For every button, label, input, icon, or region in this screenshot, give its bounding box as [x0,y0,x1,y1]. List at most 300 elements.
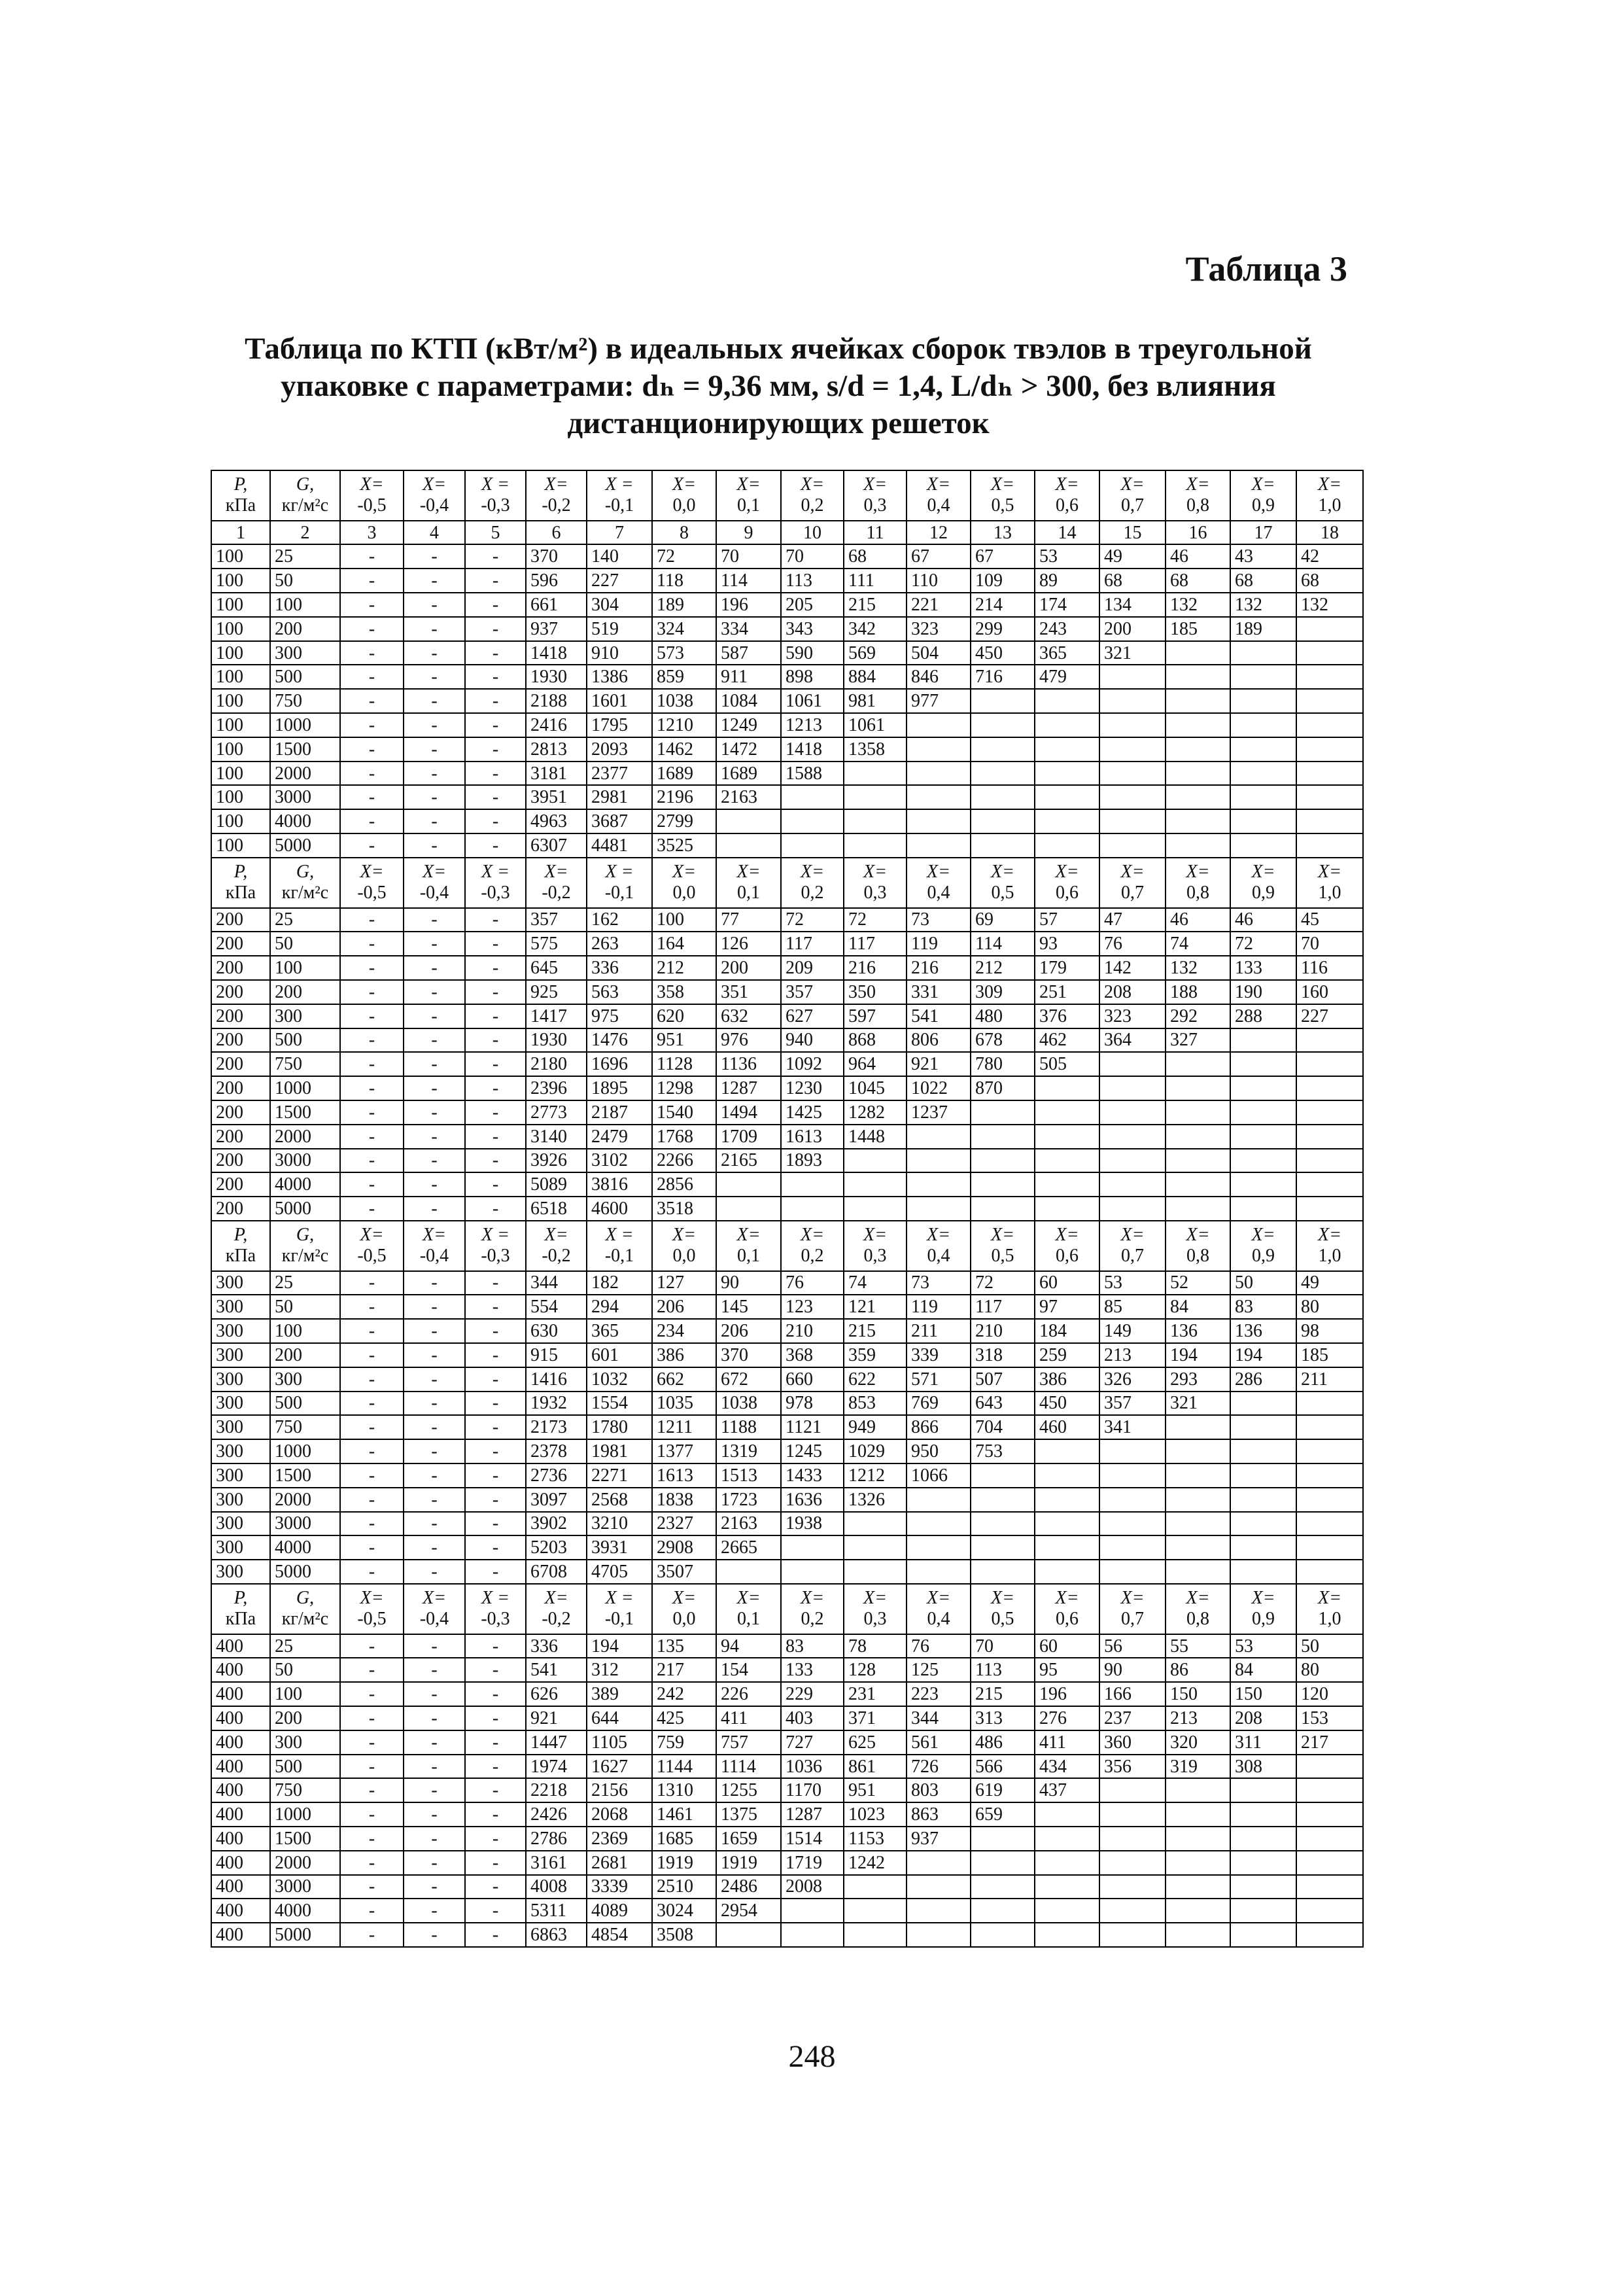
table-cell: 365 [587,1319,652,1343]
table-cell: 566 [971,1755,1035,1779]
table-cell [1296,1125,1363,1149]
table-cell: 846 [907,665,971,689]
table-cell: 356 [1099,1755,1166,1779]
table-row [211,1149,1363,1173]
table-cell: - [465,1706,526,1730]
table-cell: 868 [844,1028,907,1053]
table-cell: - [340,1052,404,1076]
table-cell: 208 [1099,980,1166,1004]
column-header-value: -0,2 [542,495,571,516]
column-header-value: кПа [225,1609,256,1630]
column-header [587,858,652,908]
table-cell: 72 [971,1271,1035,1295]
table-row [211,1076,1363,1100]
table-cell: 1659 [716,1827,781,1851]
table-cell: 507 [971,1367,1035,1392]
column-header [404,470,465,521]
table-cell [971,1899,1035,1923]
table-cell: - [404,1149,465,1173]
table-cell: - [404,737,465,762]
table-cell: 312 [587,1658,652,1682]
column-header-value: 0,1 [737,883,760,903]
column-header-name: X= [863,474,887,495]
table-cell: 2681 [587,1851,652,1875]
table-cell: 4705 [587,1560,652,1584]
column-header [465,1221,526,1271]
table-cell: 4600 [587,1197,652,1221]
table-cell: - [340,1415,404,1439]
table-cell: 2426 [526,1802,587,1827]
table-cell [1296,1512,1363,1536]
table-cell: 400 [211,1875,270,1899]
table-cell: 68 [1166,569,1230,593]
table-cell: - [340,1488,404,1512]
column-header-name: X= [1055,1588,1079,1609]
table-cell [1296,1028,1363,1053]
table-cell: - [340,908,404,932]
table-cell: 194 [1230,1343,1296,1367]
table-cell: 632 [716,1004,781,1028]
table-row [211,1100,1363,1125]
table-cell [907,833,971,858]
table-cell: 1696 [587,1052,652,1076]
table-cell: - [340,1100,404,1125]
table-cell: 3902 [526,1512,587,1536]
table-cell: 757 [716,1730,781,1755]
column-header-name: X= [672,474,696,495]
table-cell [1099,1125,1166,1149]
table-cell [907,737,971,762]
table-cell [1166,1415,1230,1439]
table-cell: - [404,1028,465,1053]
column-header-value: 0,0 [672,1246,696,1267]
table-cell [1099,1875,1166,1899]
table-cell: - [404,593,465,617]
table-cell: 3816 [587,1172,652,1197]
table-cell: 1627 [587,1755,652,1779]
table-cell: 541 [907,1004,971,1028]
table-cell [1035,1172,1099,1197]
table-cell: 1105 [587,1730,652,1755]
table-cell: 643 [971,1392,1035,1416]
table-cell: 78 [844,1634,907,1658]
column-header-value: 0,1 [737,495,760,516]
table-cell [1296,1439,1363,1463]
table-cell: - [340,809,404,833]
column-header [1099,470,1166,521]
table-cell: 371 [844,1706,907,1730]
table-cell: 359 [844,1343,907,1367]
table-cell: 216 [844,956,907,980]
column-header-name: X= [1318,1588,1341,1609]
table-cell [844,1875,907,1899]
table-row [211,1802,1363,1827]
table-cell [1166,1149,1230,1173]
column-number: 6 [526,521,587,545]
table-cell: 376 [1035,1004,1099,1028]
table-cell [1296,1172,1363,1197]
table-cell: 56 [1099,1634,1166,1658]
table-cell [971,833,1035,858]
table-cell: 196 [716,593,781,617]
column-header-name: X= [801,1588,824,1609]
table-cell [1099,809,1166,833]
table-cell [1099,1802,1166,1827]
table-cell: 150 [1230,1682,1296,1706]
table-row [211,1415,1363,1439]
column-header [211,1584,270,1634]
table-cell [907,1560,971,1584]
table-cell: 2856 [652,1172,716,1197]
table-cell: 672 [716,1367,781,1392]
table-cell [1296,1802,1363,1827]
table-cell: 113 [971,1658,1035,1682]
table-header-row [211,858,1363,908]
table-cell: 2736 [526,1463,587,1488]
table-cell: - [404,665,465,689]
table-cell: 425 [652,1706,716,1730]
table-cell: 500 [270,1028,340,1053]
table-cell: 25 [270,908,340,932]
column-header-name: X= [863,862,887,883]
column-header-value: -0,3 [481,1609,510,1630]
column-header [781,858,844,908]
table-cell: 3000 [270,1512,340,1536]
table-cell: - [340,689,404,713]
table-cell: 1213 [781,713,844,737]
table-cell [716,1172,781,1197]
table-cell: 46 [1230,908,1296,932]
column-header-value: 0,6 [1056,883,1079,903]
table-cell: - [404,641,465,665]
table-cell: 2954 [716,1899,781,1923]
table-cell: 206 [652,1295,716,1319]
table-cell: 182 [587,1271,652,1295]
table-cell: 505 [1035,1052,1099,1076]
table-cell: 2173 [526,1415,587,1439]
table-cell [1230,1172,1296,1197]
column-header-value: 0,4 [927,883,950,903]
table-cell [971,762,1035,786]
column-header [844,1584,907,1634]
table-cell: 2196 [652,785,716,809]
table-cell: - [340,1367,404,1392]
table-cell: 132 [1166,956,1230,980]
table-cell: - [340,1682,404,1706]
table-cell: 210 [971,1319,1035,1343]
column-header-name: X= [423,862,446,883]
column-header [211,1221,270,1271]
table-row [211,737,1363,762]
table-cell: 221 [907,593,971,617]
table-cell: - [340,1802,404,1827]
table-cell: 1066 [907,1463,971,1488]
table-cell [1296,1076,1363,1100]
table-cell: 1287 [716,1076,781,1100]
table-cell: 331 [907,980,971,1004]
column-header-value: -0,3 [481,1246,510,1267]
table-cell: 937 [907,1827,971,1851]
table-cell [716,1560,781,1584]
column-header-name: X= [1055,474,1079,495]
table-cell [1035,1923,1099,1947]
table-cell: - [465,1512,526,1536]
table-cell: 160 [1296,980,1363,1004]
table-cell [781,809,844,833]
table-cell [971,737,1035,762]
table-row [211,980,1363,1004]
table-cell [1099,713,1166,737]
table-cell [1099,833,1166,858]
table-cell: 234 [652,1319,716,1343]
table-cell [1296,641,1363,665]
table-cell: 60 [1035,1271,1099,1295]
table-row [211,1197,1363,1221]
table-cell [1230,689,1296,713]
table-row [211,956,1363,980]
table-cell: 358 [652,980,716,1004]
column-number: 13 [971,521,1035,545]
column-header-value: -0,5 [357,1609,387,1630]
table-cell: 300 [270,1004,340,1028]
column-header-value: -0,1 [604,883,634,903]
table-cell: - [465,1923,526,1947]
column-header-value: 0,1 [737,1609,760,1630]
table-cell [1035,713,1099,737]
column-header-value: -0,2 [542,1246,571,1267]
table-cell: 619 [971,1778,1035,1802]
table-row [211,1439,1363,1463]
table-cell [844,809,907,833]
column-header [587,470,652,521]
column-header-value: -0,1 [604,1246,634,1267]
column-number: 18 [1296,521,1363,545]
table-cell [1099,1827,1166,1851]
table-cell: - [340,1392,404,1416]
table-cell: 1689 [716,762,781,786]
table-cell: 2163 [716,785,781,809]
table-cell: - [465,1415,526,1439]
column-header [211,858,270,908]
table-cell: 119 [907,1295,971,1319]
table-cell: 644 [587,1706,652,1730]
table-cell: 1416 [526,1367,587,1392]
table-cell: 2093 [587,737,652,762]
column-header-value: 0,5 [991,883,1014,903]
column-header [340,470,404,521]
table-cell: - [340,1076,404,1100]
table-cell: 132 [1296,593,1363,617]
table-cell: 200 [270,617,340,641]
column-header-name: X = [481,1588,510,1609]
table-row [211,1658,1363,1682]
table-cell: 977 [907,689,971,713]
table-cell: 185 [1166,617,1230,641]
table-cell: 3951 [526,785,587,809]
table-cell: 208 [1230,1706,1296,1730]
table-cell: 1476 [587,1028,652,1053]
table-cell: 3097 [526,1488,587,1512]
table-cell: 1974 [526,1755,587,1779]
table-cell: 1375 [716,1802,781,1827]
column-header [404,858,465,908]
table-cell: 411 [1035,1730,1099,1755]
table-cell: 4008 [526,1875,587,1899]
table-cell: - [404,762,465,786]
table-cell: 286 [1230,1367,1296,1392]
table-cell: 300 [211,1439,270,1463]
table-cell: 73 [907,1271,971,1295]
table-cell [844,1535,907,1560]
table-cell: 100 [270,593,340,617]
table-cell: 100 [211,762,270,786]
table-cell: - [340,593,404,617]
table-cell: 1000 [270,1802,340,1827]
table-cell [1035,809,1099,833]
table-cell: 50 [1296,1634,1363,1658]
table-cell: 200 [270,1343,340,1367]
column-header [971,858,1035,908]
table-cell: - [340,1512,404,1536]
table-cell: 217 [652,1658,716,1682]
table-cell: 1795 [587,713,652,737]
table-cell: 200 [211,1076,270,1100]
table-cell: 1032 [587,1367,652,1392]
table-cell [1035,1076,1099,1100]
table-cell: 861 [844,1755,907,1779]
table-cell: - [465,1295,526,1319]
table-cell: 368 [781,1343,844,1367]
column-header-name: X= [1055,862,1079,883]
table-cell: 2218 [526,1778,587,1802]
column-header-name: X= [1186,474,1210,495]
column-header [526,1584,587,1634]
table-cell: 2786 [526,1827,587,1851]
table-cell [1296,1488,1363,1512]
table-cell: 1128 [652,1052,716,1076]
table-cell: - [465,809,526,833]
table-cell: 563 [587,980,652,1004]
column-header [270,1584,340,1634]
table-cell: 2773 [526,1100,587,1125]
table-cell: - [465,1634,526,1658]
table-row [211,1125,1363,1149]
table-row [211,1875,1363,1899]
table-cell [1166,785,1230,809]
column-header-value: 0,7 [1121,1609,1144,1630]
table-cell [1099,1560,1166,1584]
table-row [211,1271,1363,1295]
table-cell: - [340,1851,404,1875]
table-cell: 200 [211,1028,270,1053]
table-cell: 1237 [907,1100,971,1125]
table-cell: 759 [652,1730,716,1755]
column-header-value: 1,0 [1318,1609,1341,1630]
table-row [211,1634,1363,1658]
column-header-value: -0,4 [419,883,449,903]
table-cell: 2156 [587,1778,652,1802]
table-cell: 1895 [587,1076,652,1100]
column-header-value: 0,2 [801,495,824,516]
table-cell: 769 [907,1392,971,1416]
table-cell [1099,1149,1166,1173]
table-cell: 80 [1296,1658,1363,1682]
table-cell: 53 [1099,1271,1166,1295]
table-cell [1296,689,1363,713]
table-cell: - [340,1343,404,1367]
column-header [1230,470,1296,521]
table-cell: 2568 [587,1488,652,1512]
table-cell: - [404,809,465,833]
table-cell: 67 [971,544,1035,569]
table-cell [1296,617,1363,641]
column-header [781,1221,844,1271]
table-cell: 678 [971,1028,1035,1053]
table-cell: 77 [716,908,781,932]
table-cell: 227 [1296,1004,1363,1028]
table-cell: 400 [211,1634,270,1658]
column-header-name: X= [991,474,1014,495]
table-cell: - [465,1827,526,1851]
table-cell: 1513 [716,1463,781,1488]
column-header-name: X= [1251,1225,1275,1246]
table-cell: 164 [652,932,716,956]
table-row [211,1004,1363,1028]
table-cell: 1386 [587,665,652,689]
table-cell [1099,1488,1166,1512]
column-header-name: X= [736,1588,761,1609]
column-header [270,470,340,521]
table-cell: 100 [270,1319,340,1343]
column-header-value: 0,2 [801,883,824,903]
table-cell: 300 [211,1415,270,1439]
table-cell: 1282 [844,1100,907,1125]
column-header [1099,858,1166,908]
table-cell [1230,1875,1296,1899]
table-cell: 480 [971,1004,1035,1028]
table-cell: - [404,833,465,858]
table-cell: 100 [211,617,270,641]
table-cell: 50 [1230,1271,1296,1295]
table-cell: 716 [971,665,1035,689]
table-cell [1099,1197,1166,1221]
table-cell [907,785,971,809]
table-cell [1035,1125,1099,1149]
table-cell: 50 [270,1295,340,1319]
table-cell: 3508 [652,1923,716,1947]
table-cell: 125 [907,1658,971,1682]
table-cell: - [340,1004,404,1028]
column-header-name: X= [801,474,824,495]
table-cell: 100 [270,956,340,980]
table-row [211,1755,1363,1779]
table-cell: 313 [971,1706,1035,1730]
column-header-name: X= [1251,862,1275,883]
table-cell: 1418 [781,737,844,762]
table-cell: 299 [971,617,1035,641]
column-header-value: 0,8 [1186,1246,1209,1267]
ktp-table-container [211,470,1364,1948]
column-header [652,858,716,908]
table-cell: 1447 [526,1730,587,1755]
table-cell: 300 [211,1512,270,1536]
table-cell: 336 [526,1634,587,1658]
table-cell: 1709 [716,1125,781,1149]
table-cell: 2981 [587,785,652,809]
table-cell: - [404,1634,465,1658]
column-header-value: 0,7 [1121,883,1144,903]
column-header-value: 0,0 [672,1609,696,1630]
